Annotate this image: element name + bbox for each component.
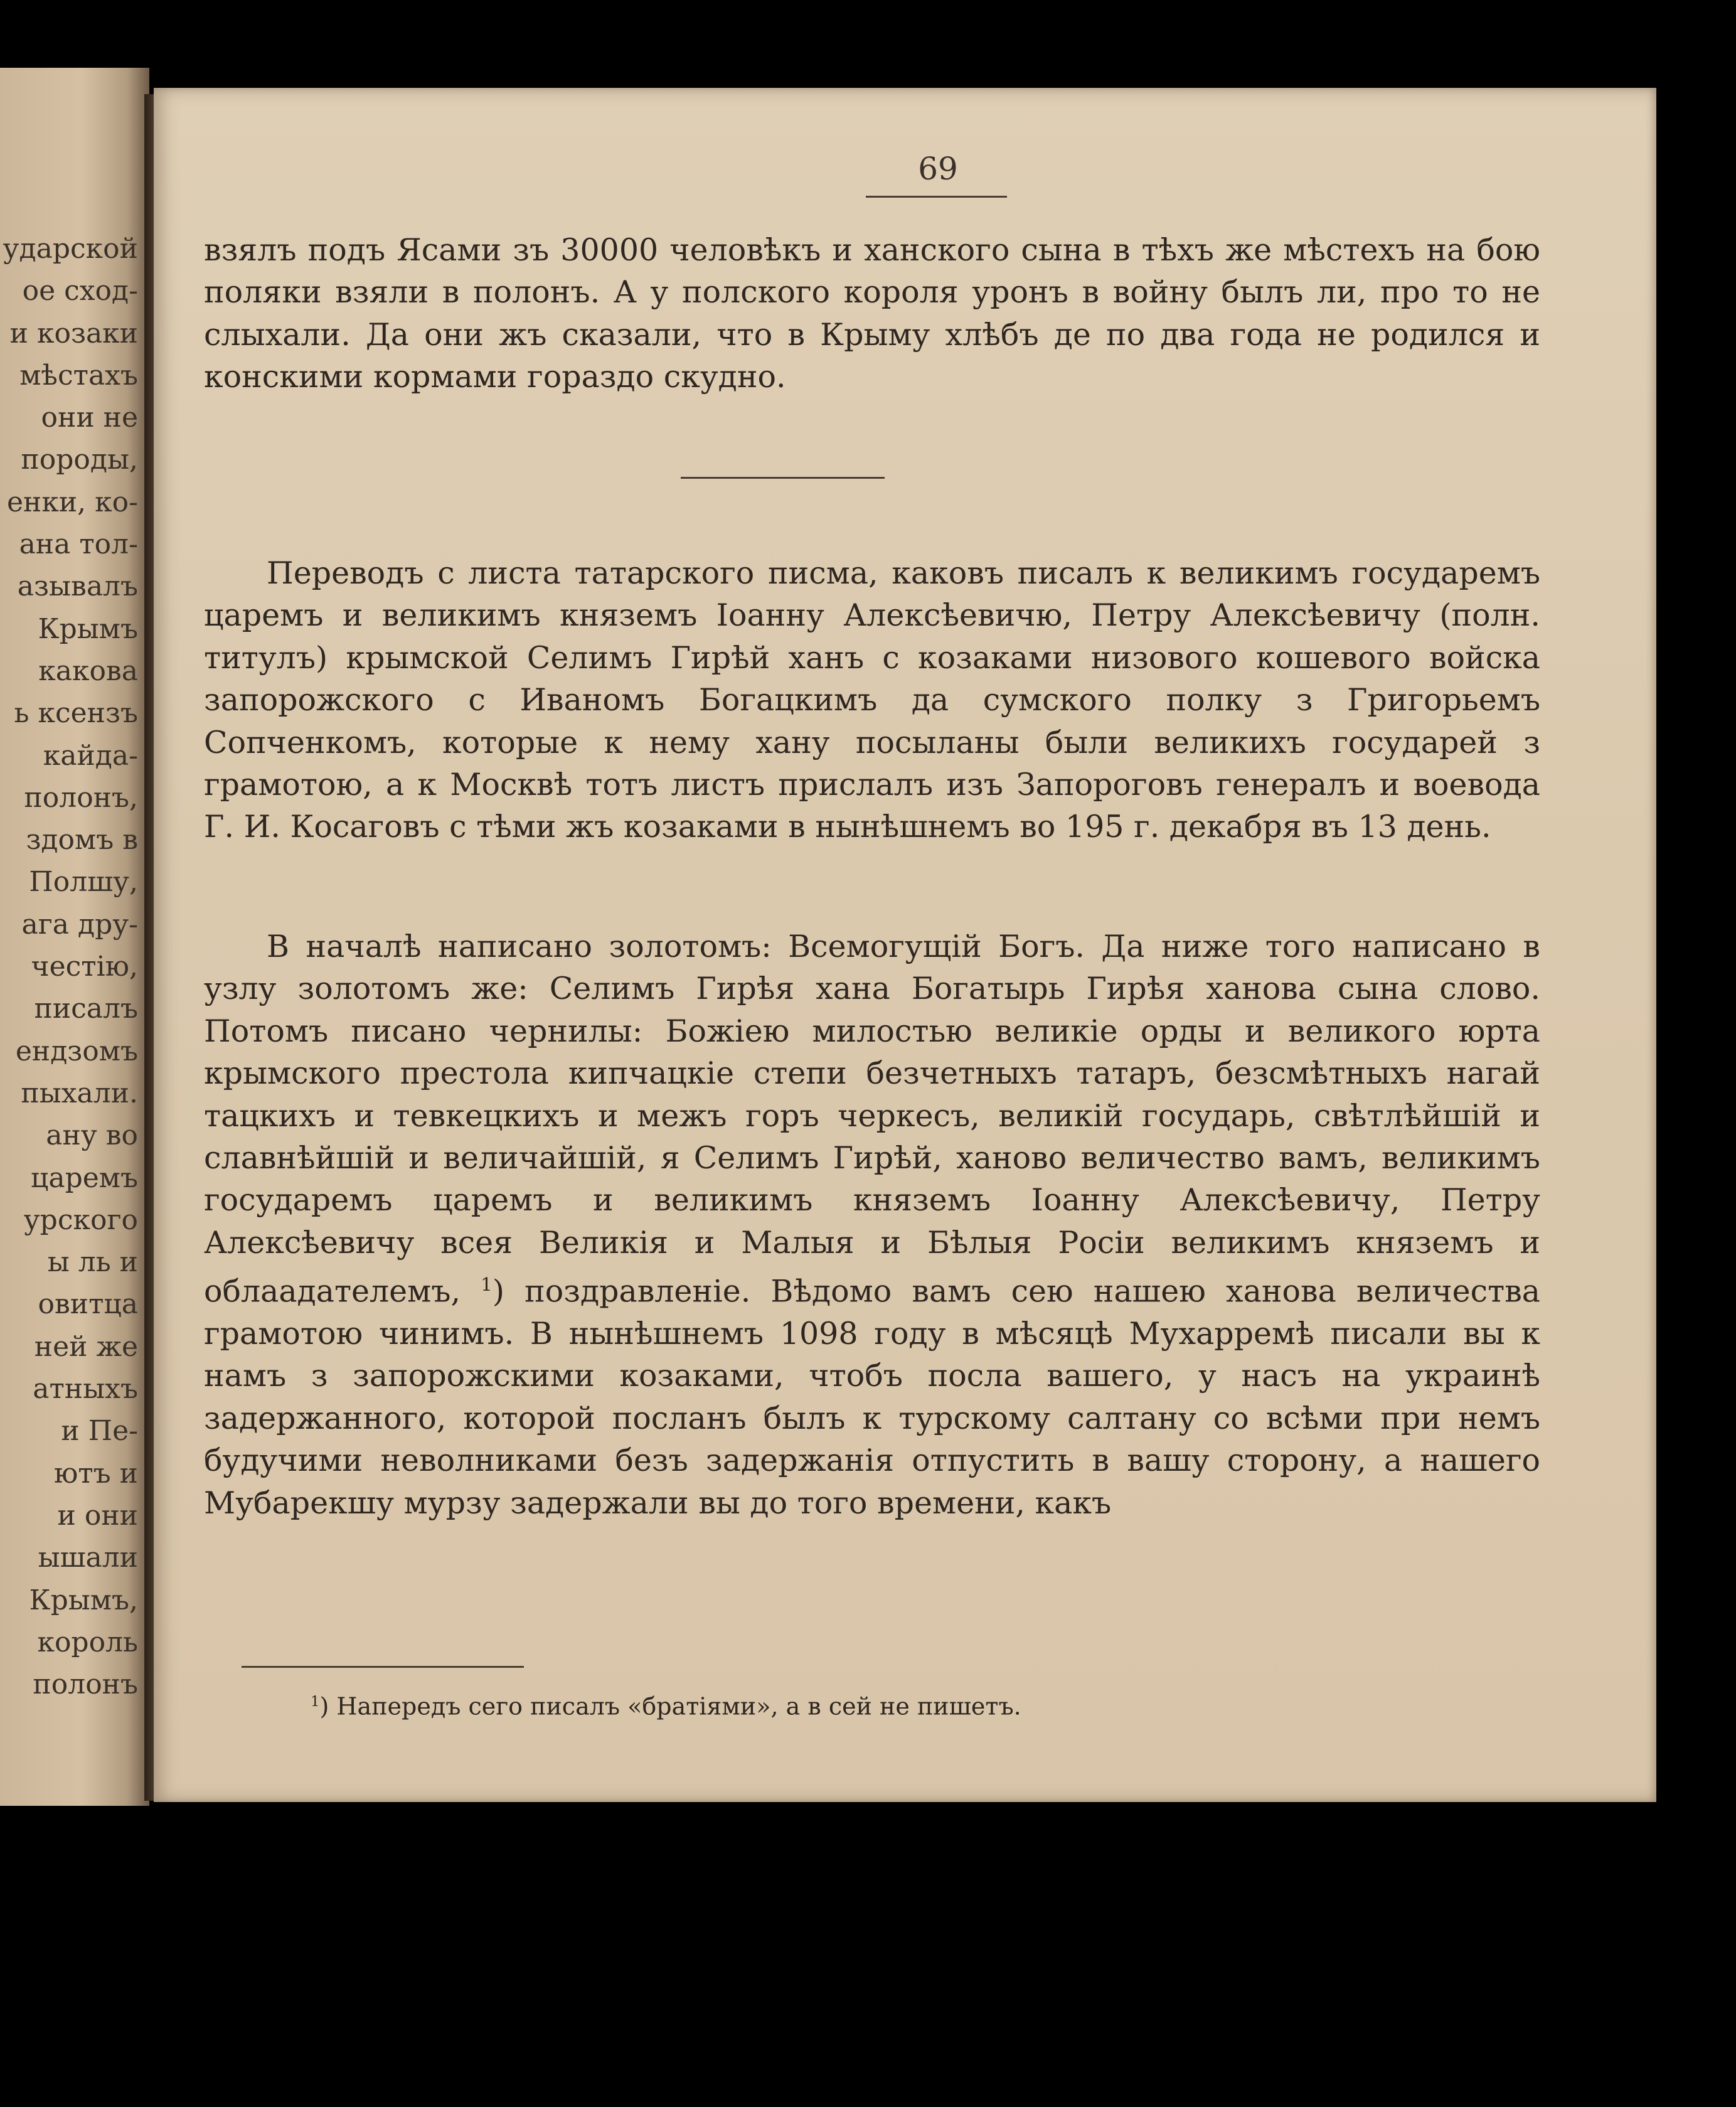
left-page-line: азывалъ xyxy=(17,570,138,603)
left-page-line: атныхъ xyxy=(33,1373,138,1406)
left-page-line: ней же xyxy=(34,1330,138,1363)
paragraph-3-text-after: ) поздравленіе. Вѣдомо вамъ сею нашею ханова величества грамотою чинимъ. В нынѣшнемъ 1098 году в мѣсяцѣ Мухарремѣ писали вы к намъ з запорожскими козаками, чтобъ посла вашего, у насъ на украинѣ задержанного, которой посланъ былъ к турскому салтану со всѣми при немъ будучими неволниками безъ задержанія отпустить в вашу сторону, а нашего Мубарекшу мурзу задержали вы до того времени, какъ xyxy=(204,1273,1540,1521)
left-page-line: породы, xyxy=(21,444,138,476)
left-page-line: какова xyxy=(38,654,138,687)
left-page-edge xyxy=(0,68,149,1806)
left-page-line: кайда- xyxy=(43,739,138,772)
left-page-line: ударской xyxy=(3,233,138,265)
section-divider xyxy=(681,477,885,479)
left-page-line: и они xyxy=(57,1499,138,1532)
left-page-line: ендзомъ xyxy=(15,1035,138,1067)
page-number: 69 xyxy=(918,151,958,187)
book-page xyxy=(154,88,1656,1802)
left-page-line: Крымъ, xyxy=(29,1584,138,1616)
left-page-line: ану во xyxy=(46,1119,138,1152)
left-page-line: царемъ xyxy=(31,1161,138,1194)
footnote xyxy=(311,1685,1503,1724)
left-page-line: ы ль и xyxy=(47,1246,138,1279)
left-page-line: и Пе- xyxy=(61,1415,138,1448)
left-page-line: ана тол- xyxy=(19,528,138,561)
left-page-line: ютъ и xyxy=(54,1457,138,1490)
footnote-marker: 1 xyxy=(311,1694,320,1710)
left-page-line: овитца xyxy=(38,1288,138,1321)
left-page-line: честію, xyxy=(31,951,138,983)
left-page-line: пыхали. xyxy=(21,1077,138,1109)
left-page-line: здомъ в xyxy=(26,824,138,856)
left-page-line: Полшу, xyxy=(29,866,138,899)
left-page-line: писалъ xyxy=(34,993,138,1025)
left-page-line: ое сход- xyxy=(22,275,138,307)
paragraph-2: Переводъ с листа татарского писма, каковъ писалъ к великимъ государемъ царемъ и великимъ княземъ Іоанну Алексѣевичю, Петру Алексѣевичу (полн. титулъ) крымской Селимъ Гирѣй ханъ с козаками низового кошевого войска запорожского с Иваномъ Богацкимъ да сумского полку з Григорьемъ Сопченкомъ, которые к нему хану посыланы были великихъ государей з грамотою, а к Москвѣ тотъ листъ прислалъ изъ Запороговъ генералъ и воевода Г. И. Косаговъ с тѣми жъ козаками в нынѣшнемъ во 195 г. декабря въ 13 день. xyxy=(204,555,1540,845)
footnote-text: ) Напередъ сего писалъ «братіями», а в сей не пишетъ. xyxy=(319,1692,1021,1720)
paragraph-1: взялъ подъ Ясами зъ 30000 человѣкъ и ханского сына в тѣхъ же мѣстехъ на бою поляки взяли в полонъ. А у полского короля уронъ в войну былъ ли, про то не слыхали. Да они жъ сказали, что в Крыму хлѣбъ де по два года не родился и конскими кормами гораздо скудно. xyxy=(204,232,1540,395)
left-page-line: мѣстахъ xyxy=(19,359,138,392)
left-page-text xyxy=(0,228,138,1705)
left-page-line: и козаки xyxy=(9,317,138,349)
left-page-line: они не xyxy=(41,402,138,434)
left-page-line: Крымъ xyxy=(38,612,138,645)
footnote-rule xyxy=(242,1666,524,1668)
footnote-reference: 1 xyxy=(481,1274,493,1296)
left-page-line: ышали xyxy=(38,1542,138,1574)
left-page-line: ь ксензъ xyxy=(14,697,138,730)
paragraph-3-text-before: В началѣ написано золотомъ: Всемогущій Богъ. Да ниже того написано в узлу золотомъ же: Селимъ Гирѣя хана Богатырь Гирѣя ханова сына слово. Потомъ писано чернилы: Божіею милостью великіе орды и великого юрта крымского престола кипчацкіе степи безчетныхъ татаръ, безсмѣтныхъ нагай тацкихъ и тевкецкихъ и межъ горъ черкесъ, великій государь, свѣтлѣйшій и славнѣйшій и величайшій, я Селимъ Гирѣй, ханово величество вамъ, великимъ государемъ царемъ и великимъ княземъ Іоанну Алексѣевичу, Петру Алексѣевичу всея Великія и Малыя и Бѣлыя Росіи великимъ княземъ и облаадателемъ, xyxy=(204,929,1540,1310)
left-page-line: ага дру- xyxy=(21,908,138,941)
page-number-rule xyxy=(866,196,1007,198)
left-page-line: полонъ, xyxy=(24,781,138,814)
left-page-line: урского xyxy=(23,1203,138,1236)
left-page-line: полонъ xyxy=(33,1668,138,1701)
left-page-line: енки, ко- xyxy=(6,486,138,518)
paragraph-3 xyxy=(204,925,1540,1524)
left-page-line: король xyxy=(37,1626,138,1658)
